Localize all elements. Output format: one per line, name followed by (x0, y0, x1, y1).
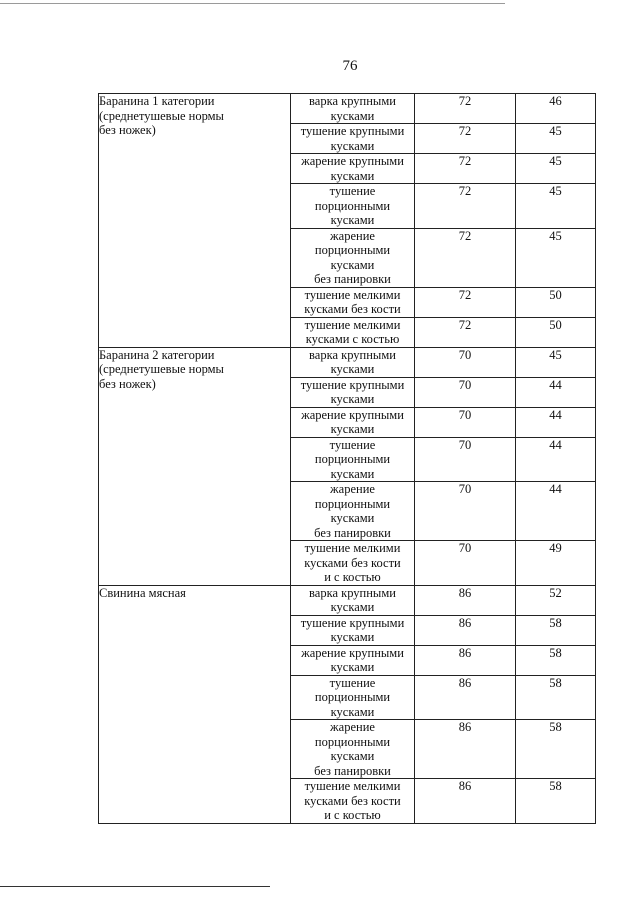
product-name-cell: Баранина 2 категории (среднетушевые нормы без ножек) (99, 347, 291, 585)
value-a-cell: 70 (415, 437, 516, 482)
process-cell: тушение мелкими кусками без кости и с костью (291, 541, 415, 586)
process-cell: тушение крупными кусками (291, 615, 415, 645)
table-row (99, 347, 596, 377)
value-b-cell: 49 (516, 541, 596, 586)
process-cell: тушение мелкими кусками без кости и с костью (291, 779, 415, 824)
value-b-cell: 45 (516, 124, 596, 154)
value-a-cell: 70 (415, 482, 516, 541)
norms-table (98, 93, 596, 824)
value-b-cell: 45 (516, 154, 596, 184)
value-a-cell: 70 (415, 377, 516, 407)
value-a-cell: 70 (415, 347, 516, 377)
process-cell: тушение порционными кусками (291, 675, 415, 720)
value-a-cell: 72 (415, 94, 516, 124)
value-b-cell: 44 (516, 407, 596, 437)
value-b-cell: 58 (516, 675, 596, 720)
value-b-cell: 50 (516, 287, 596, 317)
process-cell: варка крупными кусками (291, 94, 415, 124)
value-a-cell: 72 (415, 317, 516, 347)
product-name-cell: Свинина мясная (99, 585, 291, 823)
product-name-cell: Баранина 1 категории (среднетушевые нормы без ножек) (99, 94, 291, 348)
process-cell: тушение порционными кусками (291, 437, 415, 482)
footnote-rule (0, 886, 270, 887)
value-a-cell: 70 (415, 541, 516, 586)
top-rule (0, 3, 505, 4)
table-row (99, 94, 596, 124)
value-b-cell: 58 (516, 615, 596, 645)
table-row (99, 585, 596, 615)
process-cell: жарение порционными кусками без панировки (291, 228, 415, 287)
page-number: 76 (342, 58, 358, 74)
value-b-cell: 45 (516, 228, 596, 287)
value-b-cell: 58 (516, 720, 596, 779)
process-cell: тушение мелкими кусками с костью (291, 317, 415, 347)
process-cell: тушение крупными кусками (291, 124, 415, 154)
value-a-cell: 86 (415, 720, 516, 779)
value-b-cell: 44 (516, 377, 596, 407)
value-a-cell: 86 (415, 585, 516, 615)
process-cell: жарение крупными кусками (291, 645, 415, 675)
process-cell: жарение порционными кусками без панировки (291, 720, 415, 779)
norms-table-body (99, 94, 596, 824)
value-a-cell: 86 (415, 645, 516, 675)
value-a-cell: 70 (415, 407, 516, 437)
value-b-cell: 44 (516, 482, 596, 541)
process-cell: варка крупными кусками (291, 347, 415, 377)
value-b-cell: 58 (516, 779, 596, 824)
value-a-cell: 72 (415, 228, 516, 287)
value-a-cell: 72 (415, 287, 516, 317)
process-cell: тушение крупными кусками (291, 377, 415, 407)
value-b-cell: 46 (516, 94, 596, 124)
value-b-cell: 45 (516, 347, 596, 377)
value-b-cell: 44 (516, 437, 596, 482)
process-cell: жарение крупными кусками (291, 154, 415, 184)
process-cell: жарение крупными кусками (291, 407, 415, 437)
value-b-cell: 45 (516, 184, 596, 229)
process-cell: варка крупными кусками (291, 585, 415, 615)
process-cell: тушение мелкими кусками без кости (291, 287, 415, 317)
value-a-cell: 86 (415, 615, 516, 645)
value-a-cell: 72 (415, 184, 516, 229)
value-b-cell: 58 (516, 645, 596, 675)
value-a-cell: 72 (415, 124, 516, 154)
value-a-cell: 86 (415, 675, 516, 720)
value-a-cell: 72 (415, 154, 516, 184)
process-cell: тушение порционными кусками (291, 184, 415, 229)
value-a-cell: 86 (415, 779, 516, 824)
process-cell: жарение порционными кусками без панировки (291, 482, 415, 541)
value-b-cell: 52 (516, 585, 596, 615)
value-b-cell: 50 (516, 317, 596, 347)
